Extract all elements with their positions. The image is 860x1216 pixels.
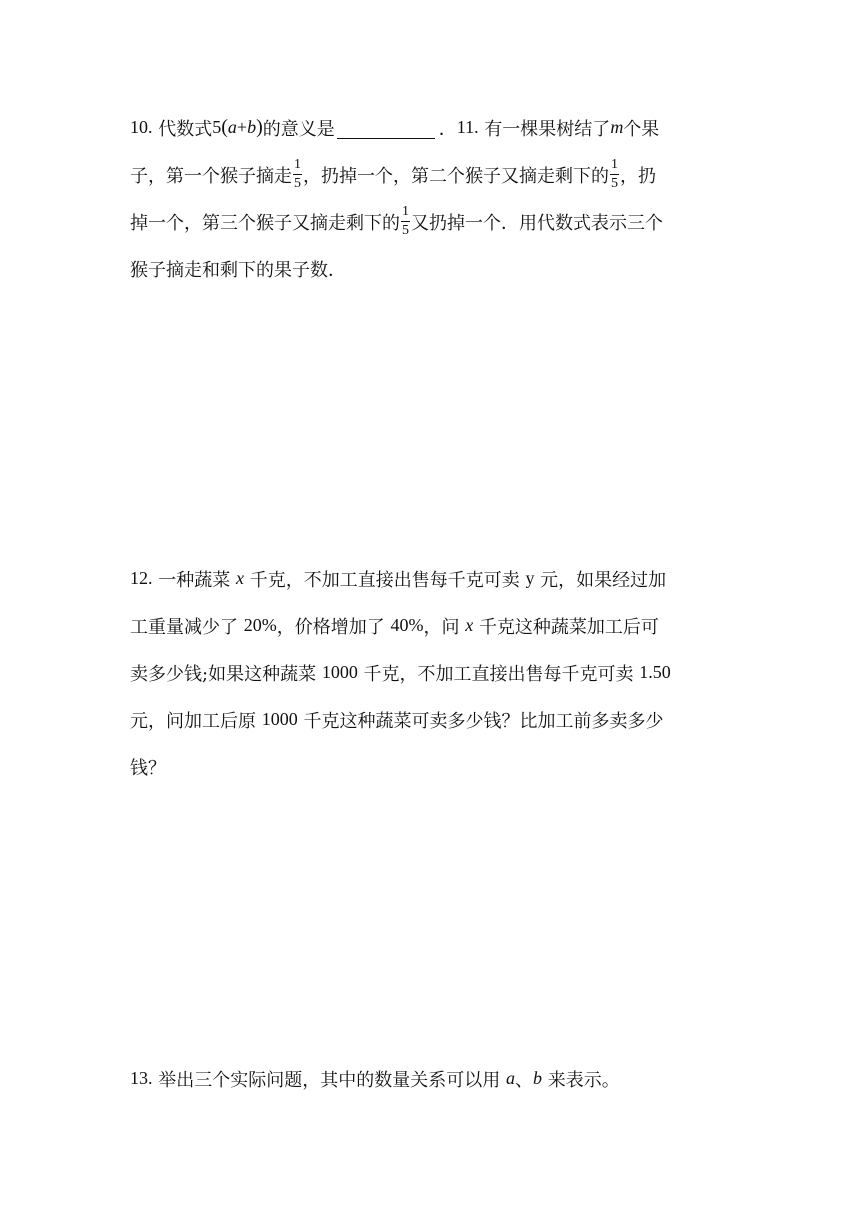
line-3: [130, 649, 730, 696]
problem-12-number: 12.: [130, 568, 153, 588]
problem-12-text: 元，如果经过加: [540, 569, 667, 591]
problem-11-number: 11.: [456, 117, 479, 137]
problem-11-line2-b: ，扔掉一个，第二个猴子又摘走剩下的: [303, 165, 609, 187]
fraction-one-fifth: $\frac{1}{5}$: [402, 204, 409, 238]
problem-11-line2-c: ，扔: [620, 165, 656, 187]
line-3: [130, 198, 730, 245]
amount-1000: 1000: [261, 709, 298, 729]
problem-13-text: 来表示。: [547, 1069, 620, 1091]
problem-12-text: ，价格增加了: [276, 616, 385, 638]
problem-10-text-after: 的意义是: [262, 118, 335, 140]
variable-m: m: [610, 117, 624, 137]
problem-10-expression: 5(a+b): [212, 116, 263, 138]
problem-11-line2-a: 子，第一个猴子摘走: [130, 165, 292, 187]
line-4: [130, 696, 730, 743]
line-2: [130, 151, 730, 198]
amount-1000: 1000: [321, 662, 358, 682]
line-1: [130, 104, 730, 151]
line-2: [130, 602, 730, 649]
fraction-one-fifth: $\frac{1}{5}$: [294, 157, 301, 191]
variable-a: a: [505, 1068, 515, 1088]
variable-b: b: [532, 1068, 542, 1088]
answer-blank[interactable]: [337, 116, 435, 139]
problem-11-line4: 猴子摘走和剩下的果子数．: [130, 259, 346, 281]
problem-10-11: [130, 104, 730, 292]
variable-x: x: [465, 615, 474, 635]
problem-11-line1-end: 个果: [623, 118, 660, 140]
problem-12: [130, 555, 730, 790]
variable-x: x: [235, 568, 244, 588]
problem-12-text: 卖多少钱;如果这种蔬菜: [130, 663, 317, 685]
fraction-one-fifth: $\frac{1}{5}$: [611, 157, 618, 191]
problem-11-line1-text: 有一棵果树结了: [484, 118, 611, 140]
problem-10-period: ．: [438, 118, 457, 140]
line-5: [130, 743, 730, 790]
problem-11-line3-a: 掉一个，第三个猴子又摘走剩下的: [130, 212, 400, 234]
problem-12-text: 千克这种蔬菜加工后可: [478, 616, 659, 638]
problem-12-text: ，问: [423, 616, 460, 638]
problem-12-text: 一种蔬菜: [158, 569, 231, 591]
problem-10-text-before: 代数式: [158, 118, 213, 140]
problem-10-number: 10.: [130, 117, 153, 137]
problem-12-text: 钱？: [130, 757, 166, 779]
percent-40: 40%: [390, 615, 424, 635]
problem-12-text: 千克，不加工直接出售每千克可卖: [249, 569, 520, 591]
line-4: [130, 245, 730, 292]
variable-y: y: [525, 568, 535, 588]
separator: 、: [514, 1069, 533, 1091]
problem-11-line3-b: 又扔掉一个．用代数式表示三个: [411, 212, 663, 234]
price-1-50: 1.50: [639, 662, 671, 682]
problem-12-text: 元，问加工后原: [130, 710, 256, 732]
problem-12-text: 工重量减少了: [130, 616, 238, 638]
problem-13-number: 13.: [130, 1068, 153, 1088]
line-1: [130, 555, 730, 602]
problem-13-text: 举出三个实际问题，其中的数量关系可以用: [158, 1069, 501, 1091]
problem-13: [130, 1055, 730, 1102]
line-1: [130, 1055, 730, 1102]
problem-12-text: 千克这种蔬菜可卖多少钱？比加工前多卖多少: [303, 710, 664, 732]
problem-12-text: 千克，不加工直接出售每千克可卖: [363, 663, 634, 685]
percent-20: 20%: [243, 615, 277, 635]
